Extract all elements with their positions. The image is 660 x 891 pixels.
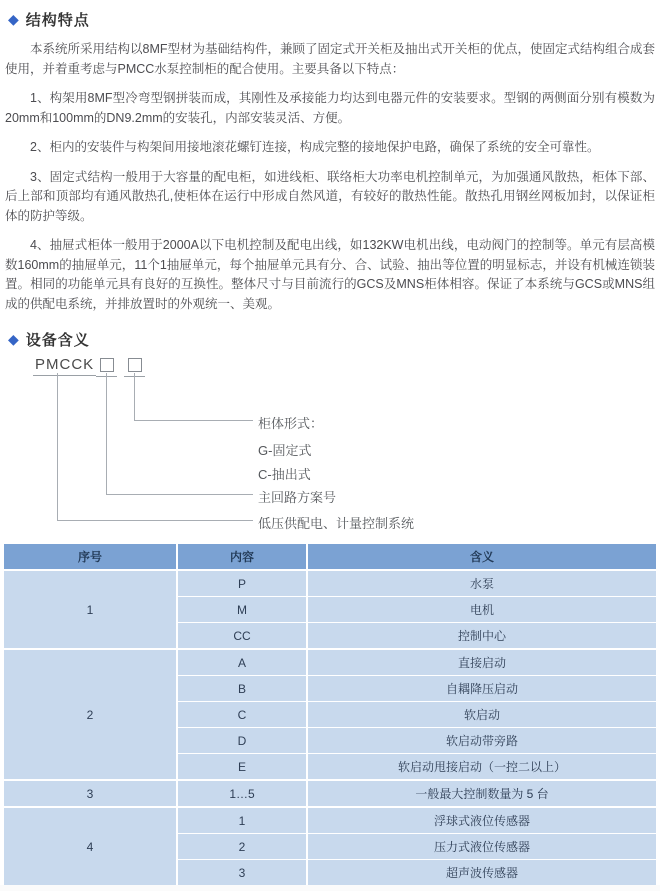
cell-meaning: 软启动 xyxy=(307,702,656,728)
cell-meaning: 超声波传感器 xyxy=(307,860,656,886)
cell-meaning: 一般最大控制数量为 5 台 xyxy=(307,780,656,807)
placeholder-box-1 xyxy=(100,358,114,372)
connector-line xyxy=(106,373,107,494)
placeholder-box-2 xyxy=(128,358,142,372)
cell-meaning: 软启动带旁路 xyxy=(307,728,656,754)
connector-line xyxy=(57,373,58,520)
cell-no: 2 xyxy=(4,649,177,780)
cell-no: 3 xyxy=(4,780,177,807)
table-row xyxy=(4,649,656,676)
connector-line xyxy=(106,494,253,495)
cell-no: 1 xyxy=(4,570,177,649)
feature-point-2: 2、柜内的安装件与构架间用接地滚花螺钉连接，构成完整的接地保护电路，确保了系统的安全可靠性。 xyxy=(30,140,600,154)
model-code: PMCCK xyxy=(33,356,96,376)
cell-content: CC xyxy=(177,623,307,650)
cell-content: A xyxy=(177,649,307,676)
intro-paragraph: 本系统所采用结构以8MF型材为基础结构件，兼顾了固定式开关柜及抽出式开关柜的优点，使固定式结构组合成套使用，并着重考虑与PMCC水泵控制柜的配合使用。主要具备以下特点： xyxy=(5,42,656,76)
cell-meaning: 软启动甩接启动（一控二以上） xyxy=(307,754,656,781)
cell-meaning: 自耦降压启动 xyxy=(307,676,656,702)
section-title-text: 设备含义 xyxy=(25,331,90,349)
header-content: 内容 xyxy=(177,544,307,570)
cell-no: 4 xyxy=(4,807,177,885)
diamond-icon: ◆ xyxy=(8,11,19,27)
cell-content: 1…5 xyxy=(177,780,307,807)
cell-content: P xyxy=(177,570,307,597)
table-row xyxy=(4,570,656,597)
connector-line xyxy=(134,373,135,420)
cell-content: 3 xyxy=(177,860,307,886)
connector-line xyxy=(57,520,253,521)
bottom-margin-strip xyxy=(0,885,660,891)
connector-line xyxy=(134,420,253,421)
cell-meaning: 直接启动 xyxy=(307,649,656,676)
header-no: 序号 xyxy=(4,544,177,570)
cell-content: E xyxy=(177,754,307,781)
label-lv-system: 低压供配电、计量控制系统 xyxy=(258,516,415,531)
label-fixed-type: G-固定式 xyxy=(258,443,312,458)
feature-point-3: 3、固定式结构一般用于大容量的配电柜，如进线柜、联络柜大功率电机控制单元，为加强通风散热，柜体下部、后上部和顶部均有通风散热孔,使柜体在运行中形成自然风道，有较好的散热性能。散热孔用钢丝网板加封，以保证柜体的防护等级。 xyxy=(5,169,655,223)
table-header-row xyxy=(4,544,656,570)
cell-content: 2 xyxy=(177,834,307,860)
label-main-circuit-scheme: 主回路方案号 xyxy=(258,490,337,505)
cell-meaning: 浮球式液位传感器 xyxy=(307,807,656,834)
header-meaning: 含义 xyxy=(307,544,656,570)
page-title: 结构特点 xyxy=(25,11,90,29)
cell-meaning: 控制中心 xyxy=(307,623,656,650)
feature-point-1: 1、构架用8MF型冷弯型钢拼装而成，其刚性及承接能力均达到电器元件的安装要求。型钢的两侧面分别有模数为20mm和100mm的DN9.2mm的安装孔，内部安装灵活、方便。 xyxy=(5,91,655,125)
table-row xyxy=(4,780,656,807)
cell-content: M xyxy=(177,597,307,623)
cell-content: 1 xyxy=(177,807,307,834)
section-meaning-title xyxy=(0,328,660,350)
feature-point-4: 4、抽屉式柜体一般用于2000A以下电机控制及配电出线，如132KW电机出线，电动阀门的控制等。单元有层高模数160mm的抽屉单元，11个1抽屉单元，每个抽屉单元具有分、合、试验、抽出等位置的明显标志，并设有机械连锁装置。相同的功能单元具有良好的互换性。整体尺寸与目前流行的GCS及MNS柜体相容。保证了本系统与GCS或MNS组成的供配电系统，并排放置时的外观统一、美观。 xyxy=(5,238,655,311)
meaning-table xyxy=(4,544,656,885)
cell-meaning: 压力式液位传感器 xyxy=(307,834,656,860)
cell-content: C xyxy=(177,702,307,728)
cell-meaning: 电机 xyxy=(307,597,656,623)
label-cabinet-form: 柜体形式： xyxy=(258,416,324,431)
table-row xyxy=(4,807,656,834)
label-drawout-type: C-抽出式 xyxy=(258,467,311,482)
cell-content: B xyxy=(177,676,307,702)
cell-content: D xyxy=(177,728,307,754)
diamond-icon: ◆ xyxy=(8,331,19,347)
model-designation-diagram xyxy=(0,356,660,542)
section-structure-title xyxy=(0,8,660,30)
cell-meaning: 水泵 xyxy=(307,570,656,597)
